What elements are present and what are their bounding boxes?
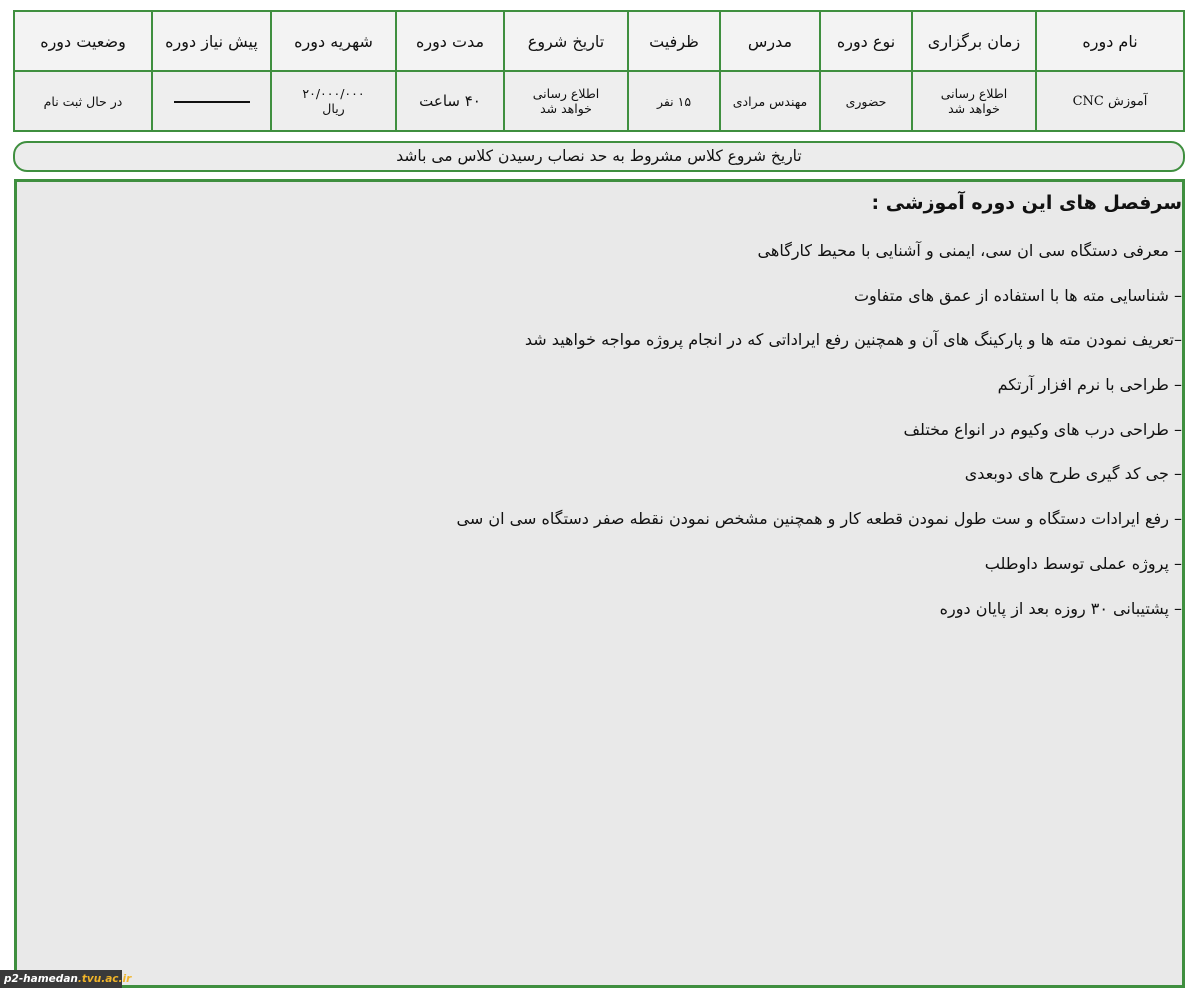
watermark-domain: .tvu.ac.ir [77, 973, 132, 985]
list-item: – طراحی با نرم افزار آرتکم [997, 375, 1182, 395]
list-item: – جی کد گیری طرح های دوبعدی [964, 464, 1182, 484]
cell-fee-amount: ۲۰/۰۰۰/۰۰۰ [302, 86, 365, 101]
table-header-row [14, 11, 1184, 71]
header-course-type: نوع دوره [820, 11, 912, 71]
cell-start-line1: اطلاع رسانی [532, 86, 600, 101]
site-watermark [0, 970, 132, 988]
cell-start-line2: خواهد شد [540, 101, 592, 116]
cell-schedule [912, 71, 1036, 131]
list-item: – پشتیبانی ۳۰ روزه بعد از پایان دوره [939, 598, 1182, 618]
header-status: وضعیت دوره [14, 11, 152, 71]
cell-prerequisite [152, 71, 271, 131]
header-prerequisite: پیش نیاز دوره [152, 11, 271, 71]
header-schedule: زمان برگزاری [912, 11, 1036, 71]
list-item: – طراحی درب های وکیوم در انواع مختلف [903, 419, 1182, 439]
watermark-site: p2-hamedan [4, 973, 78, 985]
list-item: –تعریف نمودن مته ها و پارکینگ های آن و همچنین رفع ایراداتی که در انجام پروژه مواجه خواهید شد [524, 330, 1182, 350]
cell-instructor: مهندس مرادی [720, 71, 820, 131]
cell-fee-currency: ریال [322, 101, 345, 116]
header-fee: شهریه دوره [271, 11, 396, 71]
cell-schedule-line1: اطلاع رسانی [940, 86, 1008, 101]
cell-course-type: حضوری [820, 71, 912, 131]
cell-status: در حال ثبت نام [14, 71, 152, 131]
cell-schedule-line2: خواهد شد [948, 101, 1000, 116]
header-duration: مدت دوره [396, 11, 504, 71]
list-item: – معرفی دستگاه سی ان سی، ایمنی و آشنایی با محیط کارگاهی [757, 241, 1182, 260]
list-item: – رفع ایرادات دستگاه و ست طول نمودن قطعه کار و همچنین مشخص نمودن نقطه صفر دستگاه سی ان سی [456, 509, 1182, 529]
syllabus-list [457, 240, 1182, 642]
cell-start-date [504, 71, 628, 131]
table-row [14, 71, 1184, 131]
syllabus-title: سرفصل های این دوره آموزشی : [871, 192, 1182, 214]
cell-course-name: آموزش CNC [1036, 71, 1184, 131]
cell-duration: ۴۰ ساعت [396, 71, 504, 131]
cell-fee [271, 71, 396, 131]
header-instructor: مدرس [720, 11, 820, 71]
list-item: – پروژه عملی توسط داوطلب [984, 553, 1182, 573]
header-course-name: نام دوره [1036, 11, 1184, 71]
start-date-notice: تاریخ شروع کلاس مشروط به حد نصاب رسیدن کلاس می باشد [13, 141, 1185, 172]
header-start-date: تاریخ شروع [504, 11, 628, 71]
cell-capacity: ۱۵ نفر [628, 71, 720, 131]
list-item: – شناسایی مته ها با استفاده از عمق های متفاوت [853, 285, 1182, 305]
course-info-table [13, 10, 1185, 132]
syllabus-panel [14, 179, 1185, 988]
prerequisite-none-dash [174, 101, 250, 103]
header-capacity: ظرفیت [628, 11, 720, 71]
